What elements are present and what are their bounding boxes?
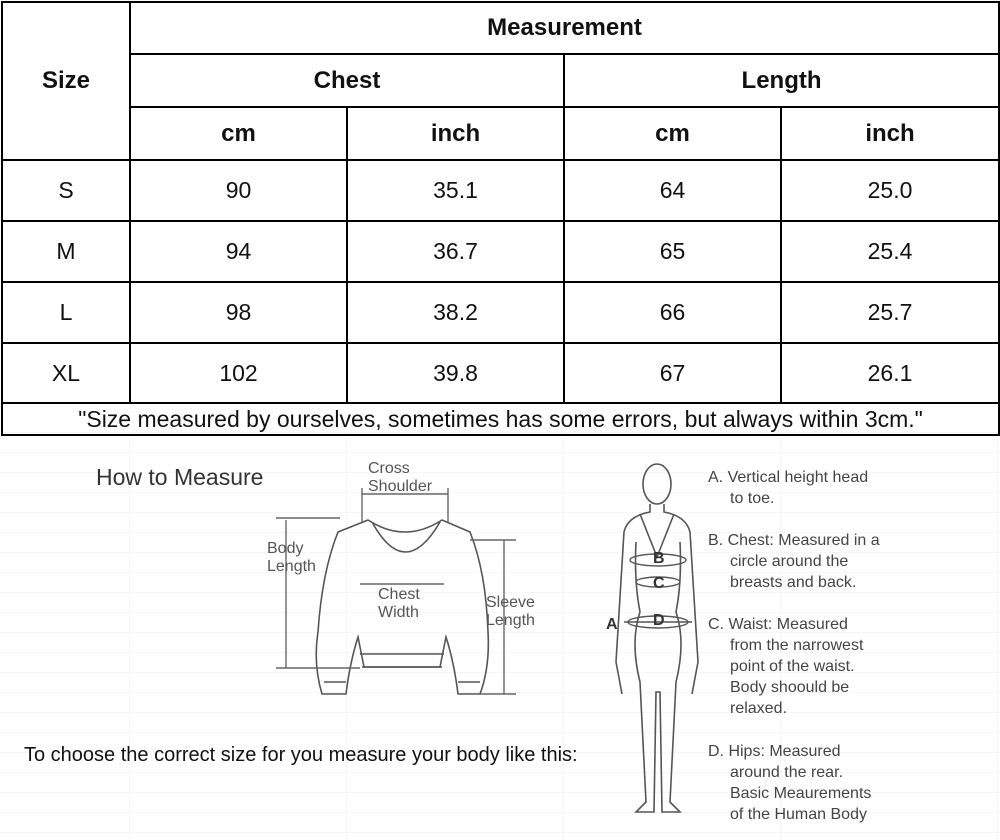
legend-c <box>708 614 863 719</box>
header-row-measurement <box>2 2 999 54</box>
marker-c: C <box>653 575 665 592</box>
legend-b <box>708 530 880 593</box>
unit-header-chest-cm: cm <box>130 107 347 160</box>
label-line: Body <box>267 540 304 557</box>
legend-line: point of the waist. <box>730 658 855 675</box>
legend-line: B. Chest: Measured in a <box>708 532 880 549</box>
unit-header-length-inch: inch <box>781 107 999 160</box>
header-row-units <box>2 107 999 160</box>
unit-header-chest-inch: inch <box>347 107 564 160</box>
size-cell: L <box>2 282 130 343</box>
size-header: Size <box>2 2 130 160</box>
chest-header: Chest <box>130 54 564 107</box>
length-inch-cell: 25.0 <box>781 160 999 221</box>
table-row <box>2 343 999 403</box>
legend-line: C. Waist: Measured <box>708 616 848 633</box>
marker-b: B <box>653 550 665 567</box>
legend-line: of the Human Body <box>730 806 867 823</box>
label-line: Sleeve <box>486 594 535 611</box>
label-line: Length <box>267 558 316 575</box>
body-length-label <box>267 540 316 576</box>
chest-cm-cell: 102 <box>130 343 347 403</box>
note-row <box>2 403 999 435</box>
size-chart-table <box>1 1 1000 436</box>
table-row <box>2 221 999 282</box>
legend-line: around the rear. <box>730 764 843 781</box>
chest-width-label <box>378 586 420 622</box>
length-cm-cell: 64 <box>564 160 781 221</box>
length-cm-cell: 67 <box>564 343 781 403</box>
chest-cm-cell: 98 <box>130 282 347 343</box>
legend-line: A. Vertical height head <box>708 469 869 486</box>
legend-line: D. Hips: Measured <box>708 743 841 760</box>
cross-shoulder-label <box>368 460 432 496</box>
chest-inch-cell: 35.1 <box>347 160 564 221</box>
legend-line: circle around the <box>730 553 849 570</box>
length-header: Length <box>564 54 999 107</box>
sleeve-length-label <box>486 594 535 630</box>
size-cell: M <box>2 221 130 282</box>
legend-line: Basic Meaurements <box>730 785 872 802</box>
label-line: Shoulder <box>368 478 433 495</box>
header-row-groups <box>2 54 999 107</box>
chest-inch-cell: 36.7 <box>347 221 564 282</box>
legend-line: relaxed. <box>730 700 787 717</box>
unit-header-length-cm: cm <box>564 107 781 160</box>
label-line: Width <box>378 604 419 621</box>
label-line: Cross <box>368 460 410 477</box>
length-cm-cell: 65 <box>564 221 781 282</box>
legend-line: breasts and back. <box>730 574 857 591</box>
table-row <box>2 160 999 221</box>
marker-a: A <box>606 616 618 633</box>
marker-d: D <box>653 612 665 629</box>
chest-cm-cell: 90 <box>130 160 347 221</box>
legend-d <box>708 741 871 825</box>
label-line: Length <box>486 612 535 629</box>
chest-inch-cell: 39.8 <box>347 343 564 403</box>
legend-line: to toe. <box>730 490 775 507</box>
measurement-note: "Size measured by ourselves, sometimes has some errors, but always within 3cm." <box>2 403 999 435</box>
measurement-header: Measurement <box>130 2 999 54</box>
legend-a <box>708 467 868 509</box>
table-row <box>2 282 999 343</box>
chest-cm-cell: 94 <box>130 221 347 282</box>
length-inch-cell: 26.1 <box>781 343 999 403</box>
human-figure-drawing <box>616 464 698 812</box>
legend-line: Body shoould be <box>730 679 850 696</box>
measure-instruction: To choose the correct size for you measure your body like this: <box>24 744 578 766</box>
size-cell: S <box>2 160 130 221</box>
legend-line: from the narrowest <box>730 637 864 654</box>
chest-inch-cell: 38.2 <box>347 282 564 343</box>
how-to-measure-title: How to Measure <box>96 464 264 490</box>
length-inch-cell: 25.7 <box>781 282 999 343</box>
size-cell: XL <box>2 343 130 403</box>
length-cm-cell: 66 <box>564 282 781 343</box>
length-inch-cell: 25.4 <box>781 221 999 282</box>
label-line: Chest <box>378 586 420 603</box>
